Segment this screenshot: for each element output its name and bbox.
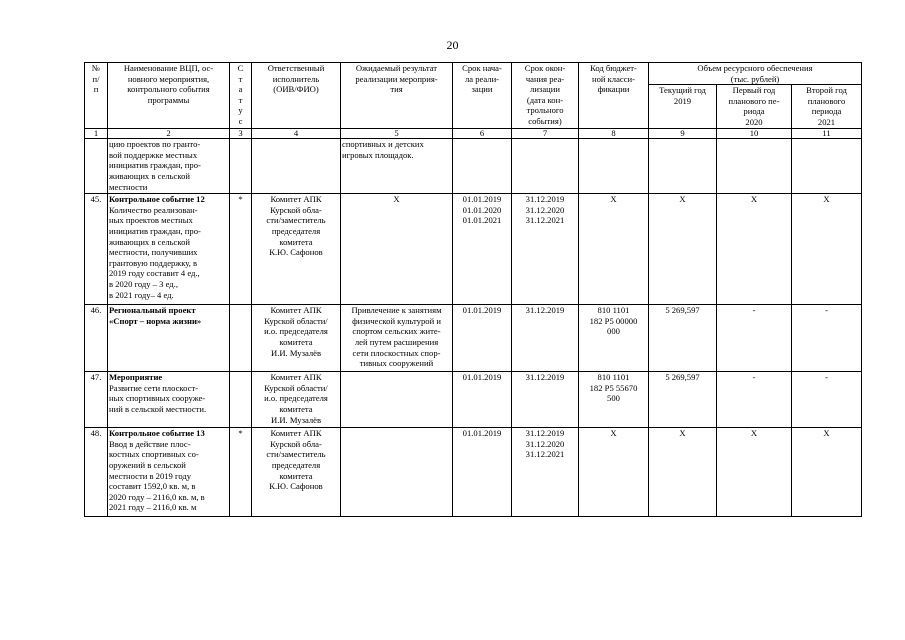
- table-row: [85, 305, 862, 372]
- row-start: 01.01.2019: [453, 428, 512, 517]
- header-start: Срок нача- ла реали- зации: [453, 63, 512, 129]
- column-number: 4: [252, 129, 341, 139]
- row-title: Мероприятие: [109, 372, 163, 383]
- column-number: 3: [230, 129, 252, 139]
- row-result: [341, 428, 453, 517]
- row-status: [230, 139, 252, 194]
- column-number: 7: [512, 129, 579, 139]
- table-header: [85, 63, 862, 129]
- header-result: Ожидаемый результат реализации мероприя- тия: [341, 63, 453, 129]
- row-second: -: [792, 372, 862, 428]
- header-end: Срок окон- чания реа- лизации (дата кон- трольного события): [512, 63, 579, 129]
- row-result: Привлечение к занятиям физической культурой и спортом сельских жите- лей путем расширения сети плоскостных спор- тивных сооружений: [341, 305, 453, 372]
- row-result: [341, 372, 453, 428]
- row-status: [230, 372, 252, 428]
- row-second: [792, 139, 862, 194]
- row-text: Ввод в действие плос- костных спортивных со- оружений в сельской местности в 2019 году составит 1592,0 кв. м, в 2020 году – 2116,0 кв. м, в 2021 году – 2116,0 кв. м: [109, 438, 205, 513]
- column-number: 2: [108, 129, 230, 139]
- row-result: спортивных и детских игровых площадок.: [341, 139, 453, 194]
- table-row: [85, 194, 862, 305]
- row-code: 810 1101 182 P5 55670 500: [579, 372, 649, 428]
- row-start: 01.01.2019 01.01.2020 01.01.2021: [453, 194, 512, 305]
- row-status: *: [230, 194, 252, 305]
- header-code: Код бюджет- ной класси- фикации: [579, 63, 649, 129]
- table-row: [85, 139, 862, 194]
- row-start: 01.01.2019: [453, 372, 512, 428]
- row-end: [512, 139, 579, 194]
- row-text: цию проектов по грантo- вой поддержке местных инициатив граждан, про- живающих в сельской местности: [109, 139, 201, 192]
- row-num: [85, 139, 108, 194]
- row-responsible: Комитет АПК Курской обла- сти/заместитель председателя комитета К.Ю. Сафонов: [252, 428, 341, 517]
- row-name: [108, 139, 230, 194]
- header-name: Наименование ВЦП, ос- новного мероприятия, контрольного события программы: [108, 63, 230, 129]
- column-number: 8: [579, 129, 649, 139]
- header-responsible: Ответственный исполнитель (ОИВ/ФИО): [252, 63, 341, 129]
- program-table: [84, 62, 862, 517]
- row-current: Х: [649, 428, 717, 517]
- table-row: [85, 428, 862, 517]
- row-first: Х: [717, 194, 792, 305]
- header-num: № п/ п: [85, 63, 108, 129]
- column-number: 11: [792, 129, 862, 139]
- header-status: С т а т у с: [230, 63, 252, 129]
- row-start: [453, 139, 512, 194]
- header-resources: Объем ресурсного обеспечения (тыс. рублей): [649, 63, 862, 85]
- row-second: -: [792, 305, 862, 372]
- row-first: -: [717, 305, 792, 372]
- row-status: [230, 305, 252, 372]
- column-number: 9: [649, 129, 717, 139]
- row-responsible: Комитет АПК Курской обла- сти/заместитель председателя комитета К.Ю. Сафонов: [252, 194, 341, 305]
- row-code: 810 1101 182 P5 00000 000: [579, 305, 649, 372]
- row-end: 31.12.2019: [512, 372, 579, 428]
- row-code: Х: [579, 194, 649, 305]
- row-current: 5 269,597: [649, 305, 717, 372]
- row-end: 31.12.2019 31.12.2020 31.12.2021: [512, 428, 579, 517]
- table-row: [85, 372, 862, 428]
- row-start: 01.01.2019: [453, 305, 512, 372]
- row-responsible: Комитет АПК Курской области/ и.о. председателя комитета И.И. Музалёв: [252, 372, 341, 428]
- row-text: Развитие сети плоскост- ных спортивных сооруже- ний в сельской местности.: [109, 382, 207, 414]
- row-title: Региональный проект «Спорт – норма жизни»: [109, 305, 202, 326]
- row-title: Контрольное событие 13: [109, 428, 205, 439]
- row-name: [108, 372, 230, 428]
- column-number-row: [85, 129, 862, 139]
- header-current-year: Текущий год 2019: [649, 85, 717, 129]
- row-text: Количество реализован- ных проектов местных инициатив граждан, про- живающих в сельской местности, получивших грантовую поддержку, в 2019 году составит 4 ед., в 2020 году – 3 ед., в 2021 году– 4 ед.: [109, 204, 201, 300]
- row-title: Контрольное событие 12: [109, 194, 205, 205]
- row-current: [649, 139, 717, 194]
- row-responsible: [252, 139, 341, 194]
- row-current: 5 269,597: [649, 372, 717, 428]
- column-number: 6: [453, 129, 512, 139]
- row-end: 31.12.2019 31.12.2020 31.12.2021: [512, 194, 579, 305]
- row-second: Х: [792, 428, 862, 517]
- column-number: 1: [85, 129, 108, 139]
- row-num: 45.: [85, 194, 108, 305]
- row-first: Х: [717, 428, 792, 517]
- row-code: [579, 139, 649, 194]
- row-first: -: [717, 372, 792, 428]
- row-num: 46.: [85, 305, 108, 372]
- page-number: 20: [446, 38, 459, 52]
- header-first-year: Первый год планового пе- риода 2020: [717, 85, 792, 129]
- row-name: [108, 194, 230, 305]
- header-second-year: Второй год планового периода 2021: [792, 85, 862, 129]
- row-second: Х: [792, 194, 862, 305]
- column-number: 5: [341, 129, 453, 139]
- row-current: Х: [649, 194, 717, 305]
- column-number: 10: [717, 129, 792, 139]
- row-end: 31.12.2019: [512, 305, 579, 372]
- row-responsible: Комитет АПК Курской области/ и.о. председателя комитета И.И. Музалёв: [252, 305, 341, 372]
- row-first: [717, 139, 792, 194]
- row-num: 47.: [85, 372, 108, 428]
- row-num: 48.: [85, 428, 108, 517]
- row-code: Х: [579, 428, 649, 517]
- row-name: [108, 305, 230, 372]
- row-status: *: [230, 428, 252, 517]
- row-result: Х: [341, 194, 453, 305]
- row-name: [108, 428, 230, 517]
